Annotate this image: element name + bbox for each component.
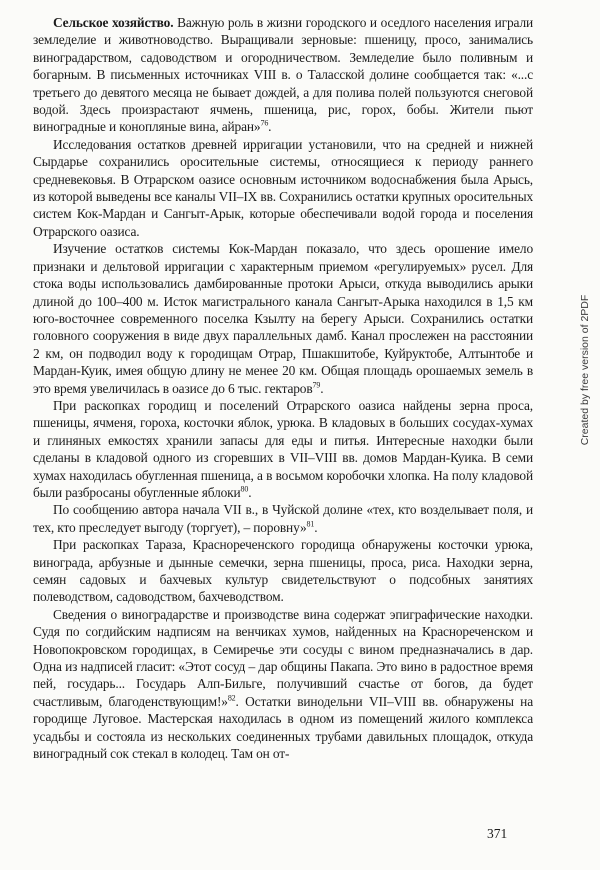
paragraph-tail: . [314, 519, 318, 535]
paragraph-text: По сообщению автора начала VII в., в Чуйской долине «тех, кто возделывает поля, и тех, кто преследует выгоду (торгует), – поровну» [33, 502, 533, 535]
section-heading: Сельское хозяйство. [53, 15, 174, 30]
paragraph-kok-mardan [33, 240, 533, 397]
paragraph-tail: . [248, 484, 252, 500]
footnote-ref: 81 [306, 519, 315, 529]
paragraph-excavations [33, 397, 533, 501]
paragraph-text: При раскопках Тараза, Краснореченского городища обнаружены косточки урюка, винограда, арбузные и дынные семечки, зерна пшеницы, проса, риса. Находки зерна, семян садовых и бахчевых культур свидетельствуют о подсобных занятиях полеводством, садоводством, бахчеводством. [33, 537, 533, 605]
paragraph-text: При раскопках городищ и поселений Отрарского оазиса найдены зерна проса, пшеницы, ячменя, гороха, косточки яблок, урюка. В кладовых в больших сосудах-хумах и глиняных емкостях хранили запасы для еды и питья. Интересные находки были сделаны в кладовой одного из сгоревших в VII–VIII вв. домов Мардан-Куика. В семи хумах находилась обугленная пшеница, а в восьмом коробочки хлопка. На полу кладовой были разбросаны обугленные яблоки [33, 397, 533, 500]
paragraph-tail: . Остатки винодельни VII–VIII вв. обнаружены на городище Луговое. Мастерская находилась в одном из помещений жилого комплекса усадьбы и состояла из нескольких соединенных трубами давильных площадок, откуда виноградный сок стекал в колодец. Там он от- [33, 693, 533, 762]
footnote-ref: 76 [260, 118, 269, 128]
paragraph-irrigation [33, 136, 533, 240]
footnote-ref: 79 [312, 380, 321, 390]
paragraph-chui-valley [33, 501, 533, 536]
paragraph-tail: . [268, 119, 272, 135]
footnote-ref: 80 [240, 484, 249, 494]
watermark-side-note: Created by free version of 2PDF [579, 294, 591, 446]
paragraph-viticulture [33, 606, 533, 763]
page-text [33, 14, 533, 762]
paragraph-tail: . [320, 380, 324, 396]
paragraph-text: Важную роль в жизни городского и оседлого населения играли земледелие и животноводство. Выращивали зерновые: пшеницу, просо, занимались виноградарством, садоводством и огородничеством. Земледелие было поливным и богарным. В письменных источниках VIII в. о Таласской долине сообщается так: «...с третьего до девятого месяца не бывает дождей, а для полива полей пользуются снеговой водой. Здесь произрастают ячмень, пшеница, рис, горох, бобы. Жители пьют виноградные и конопляные вина, айран» [33, 15, 534, 135]
footnote-ref: 82 [227, 693, 236, 703]
paragraph-text: Исследования остатков древней ирригации установили, что на средней и нижней Сырдарье сохранились оросительные системы, относящиеся к периоду раннего средневековья. В Отрарском оазисе основным источником водоснабжения была Арысь, из которой выведены все каналы VII–IX вв. Сохранились остатки крупных оросительных систем Кок-Мардан и Сангыт-Арык, которые обеспечивали водой города и поселения Отрарского оазиса. [33, 136, 533, 239]
paragraph-agriculture [33, 14, 533, 136]
page-number: 371 [487, 826, 508, 841]
paragraph-text: Изучение остатков системы Кок-Мардан показало, что здесь орошение имело признаки и дельтовой ирригации с характерным приемом «регулируемых» русел. Для стока воды использовались дамбированные протоки Арыси, откуда выводились арыки длиной до 100–400 м. Исток магистрального канала Сангыт-Арыка находился в 1,5 км юго-восточнее современного поселка Кзылту на берегу Арыси. Сохранились остатки головного сооружения в виде двух параллельных дамб. Канал прослежен на расстоянии 2 км, он подводил воду к городищам Отрар, Пшакшитобе, Куйруктобе, Алтынтобе и Мардан-Куик, имея общую длину не менее 20 км. Общая площадь орошаемых земель в это время увеличилась в оазисе до 6 тыс. гектаров [33, 241, 533, 396]
paragraph-taraz [33, 536, 533, 606]
paragraph-text: Сведения о виноградарстве и производстве вина содержат эпиграфические находки. Судя по согдийским надписям на венчиках хумов, найденных на Краснореченском и Новопокровском городищах, в Семиречье эти сосуды с вином предназначались в дар. Одна из надписей гласит: «Этот сосуд – дар общины Пакапа. Это вино в радостное время пей, государь... Государь Алп-Бильге, получивший счастье от богов, да будет счастливым, благоденствующим!» [33, 606, 533, 709]
